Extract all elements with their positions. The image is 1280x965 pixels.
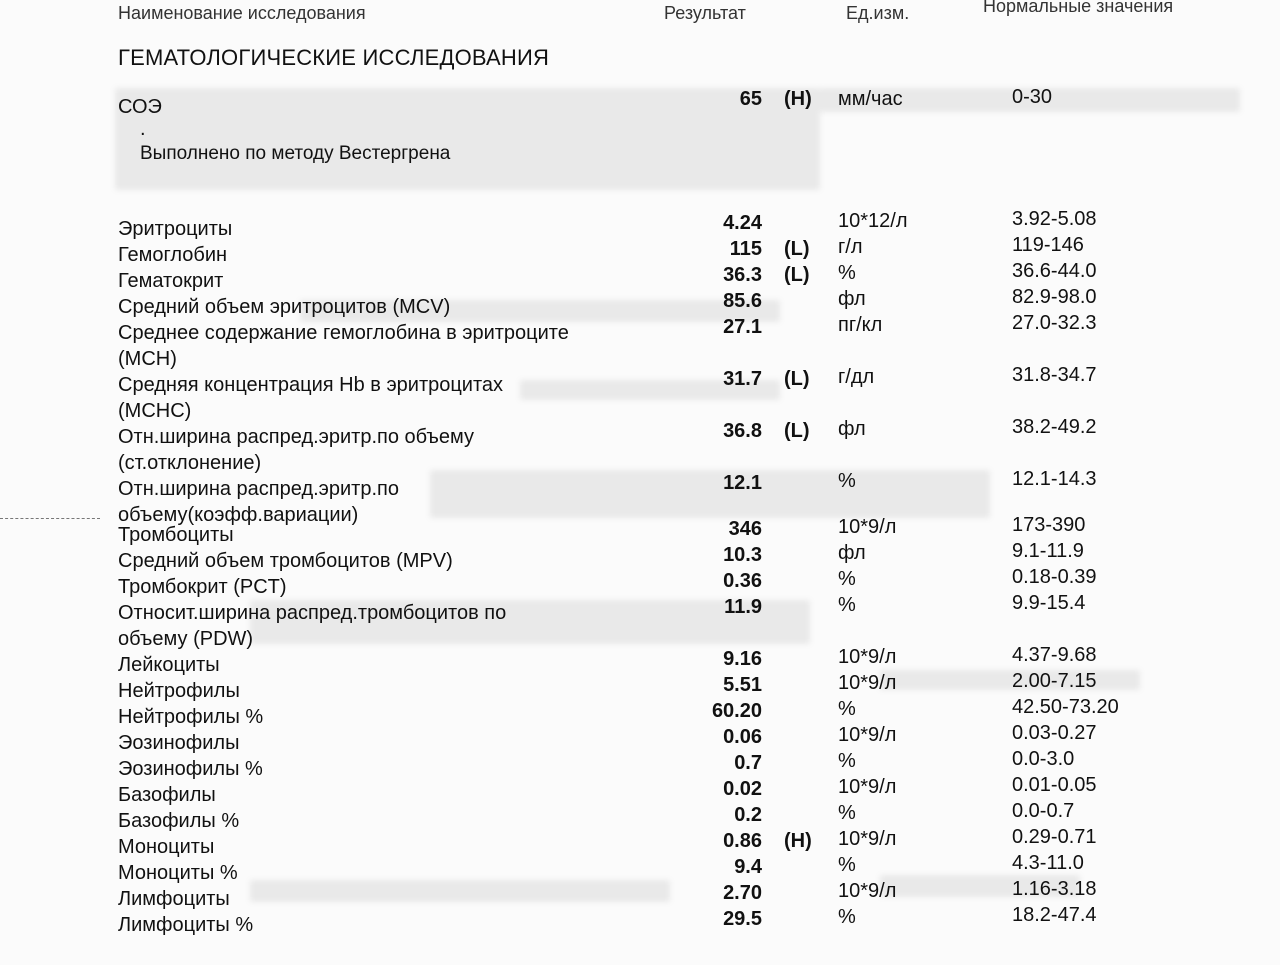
result-unit: %	[838, 854, 856, 876]
result-reference-range: 0.0-0.7	[1012, 800, 1075, 822]
esr-method-note: Выполнено по методу Вестергрена	[140, 143, 451, 164]
result-reference-range: 0.03-0.27	[1012, 722, 1097, 744]
result-name: Гематокрит	[118, 270, 224, 292]
result-reference-range: 38.2-49.2	[1012, 416, 1097, 438]
result-unit: 10*9/л	[838, 646, 897, 668]
result-reference-range: 0.18-0.39	[1012, 566, 1097, 588]
result-name: Нейтрофилы	[118, 680, 240, 702]
result-flag: (Н)	[784, 830, 812, 852]
result-name: Лимфоциты %	[118, 914, 254, 936]
result-name: Эозинофилы %	[118, 758, 263, 780]
result-name: Эозинофилы	[118, 732, 240, 754]
result-reference-range: 27.0-32.3	[1012, 312, 1097, 334]
result-name: Гемоглобин	[118, 244, 228, 266]
result-unit: %	[838, 906, 856, 928]
result-reference-range: 0.01-0.05	[1012, 774, 1097, 796]
esr-unit: мм/час	[838, 88, 903, 110]
result-reference-range: 4.37-9.68	[1012, 644, 1097, 666]
esr-dot: .	[140, 118, 146, 140]
result-reference-range: 1.16-3.18	[1012, 878, 1097, 900]
result-unit: %	[838, 802, 856, 824]
result-name: Моноциты	[118, 836, 215, 858]
result-value: 5.51	[723, 674, 762, 696]
result-value: 0.36	[723, 570, 762, 592]
result-unit: 10*9/л	[838, 672, 897, 694]
esr-flag: (Н)	[784, 88, 812, 110]
result-unit: %	[838, 568, 856, 590]
result-flag: (L)	[784, 420, 810, 442]
result-reference-range: 0.0-3.0	[1012, 748, 1075, 770]
header-result: Результат	[664, 3, 746, 23]
result-value: 0.2	[734, 804, 762, 826]
result-name: Отн.ширина распред.эритр.по объему(коэфф.вариации)	[118, 478, 399, 526]
table-header	[0, 0, 1280, 26]
result-reference-range: 0.29-0.71	[1012, 826, 1097, 848]
result-name: Тромбокрит (PCT)	[118, 576, 287, 598]
section-title: ГЕМАТОЛОГИЧЕСКИЕ ИССЛЕДОВАНИЯ	[118, 45, 550, 70]
result-unit: фл	[838, 542, 866, 564]
header-ref: Нормальные значения	[983, 0, 1174, 16]
result-value: 29.5	[723, 908, 762, 930]
result-name: Средний объем тромбоцитов (MPV)	[118, 550, 453, 572]
result-flag: (L)	[784, 368, 810, 390]
esr-ref: 0-30	[1012, 86, 1053, 108]
result-unit: %	[838, 470, 856, 492]
result-value: 346	[728, 518, 762, 540]
result-name: Лимфоциты	[118, 888, 230, 910]
result-unit: фл	[838, 418, 866, 440]
result-value: 0.7	[734, 752, 762, 774]
result-unit: %	[838, 698, 856, 720]
result-unit: 10*9/л	[838, 516, 897, 538]
result-flag: (L)	[784, 238, 810, 260]
result-name: Моноциты %	[118, 862, 238, 884]
result-value: 2.70	[723, 882, 762, 904]
result-value: 9.4	[734, 856, 762, 878]
result-value: 31.7	[723, 368, 762, 390]
result-name: Тромбоциты	[118, 524, 234, 546]
scan-smudge	[880, 670, 1140, 690]
result-value: 9.16	[723, 648, 762, 670]
result-name: Относит.ширина распред.тромбоцитов по объему (PDW)	[118, 602, 507, 650]
result-value: 10.3	[723, 544, 762, 566]
result-reference-range: 42.50-73.20	[1012, 696, 1119, 718]
result-reference-range: 31.8-34.7	[1012, 364, 1097, 386]
result-value: 85.6	[723, 290, 762, 312]
result-value: 0.06	[723, 726, 762, 748]
result-unit: 10*12/л	[838, 210, 908, 232]
result-unit: %	[838, 262, 856, 284]
result-value: 4.24	[723, 212, 762, 234]
result-name: Среднее содержание гемоглобина в эритроците (MCH)	[118, 322, 569, 370]
result-unit: г/дл	[838, 366, 875, 388]
result-name: Базофилы	[118, 784, 216, 806]
scan-line	[0, 518, 100, 519]
esr-row	[0, 86, 1280, 116]
result-name: Средний объем эритроцитов (MCV)	[118, 296, 451, 318]
result-value: 60.20	[711, 700, 762, 722]
result-reference-range: 4.3-11.0	[1012, 852, 1084, 874]
result-value: 11.9	[724, 596, 762, 618]
result-name: Эритроциты	[118, 218, 233, 240]
result-unit: %	[838, 750, 856, 772]
result-value: 12.1	[723, 472, 762, 494]
result-name: Отн.ширина распред.эритр.по объему (ст.отклонение)	[118, 426, 475, 474]
result-reference-range: 9.9-15.4	[1012, 592, 1086, 614]
result-value: 27.1	[723, 316, 762, 338]
result-value: 0.86	[723, 830, 762, 852]
result-flag: (L)	[784, 264, 810, 286]
result-reference-range: 82.9-98.0	[1012, 286, 1097, 308]
result-name: Базофилы %	[118, 810, 240, 832]
header-unit: Ед.изм.	[846, 3, 910, 23]
result-reference-range: 3.92-5.08	[1012, 208, 1097, 230]
result-reference-range: 173-390	[1012, 514, 1086, 536]
result-name: Лейкоциты	[118, 654, 220, 676]
result-unit: фл	[838, 288, 866, 310]
result-unit: 10*9/л	[838, 724, 897, 746]
result-name: Средняя концентрация Hb в эритроцитах (MCHC)	[118, 374, 504, 422]
result-value: 36.3	[723, 264, 762, 286]
result-reference-range: 12.1-14.3	[1012, 468, 1097, 490]
esr-name: СОЭ	[118, 96, 162, 118]
result-unit: г/л	[838, 236, 863, 258]
result-unit: 10*9/л	[838, 880, 897, 902]
header-name: Наименование исследования	[118, 3, 366, 23]
result-reference-range: 9.1-11.9	[1012, 540, 1084, 562]
result-unit: пг/кл	[838, 314, 883, 336]
result-value: 115	[729, 238, 762, 260]
result-name: Нейтрофилы %	[118, 706, 264, 728]
result-reference-range: 119-146	[1012, 234, 1084, 256]
result-unit: %	[838, 594, 856, 616]
result-value: 0.02	[723, 778, 762, 800]
result-value: 36.8	[723, 420, 762, 442]
result-unit: 10*9/л	[838, 828, 897, 850]
result-reference-range: 18.2-47.4	[1012, 904, 1097, 926]
result-reference-range: 36.6-44.0	[1012, 260, 1097, 282]
result-unit: 10*9/л	[838, 776, 897, 798]
esr-value: 65	[739, 88, 762, 110]
result-reference-range: 2.00-7.15	[1012, 670, 1097, 692]
